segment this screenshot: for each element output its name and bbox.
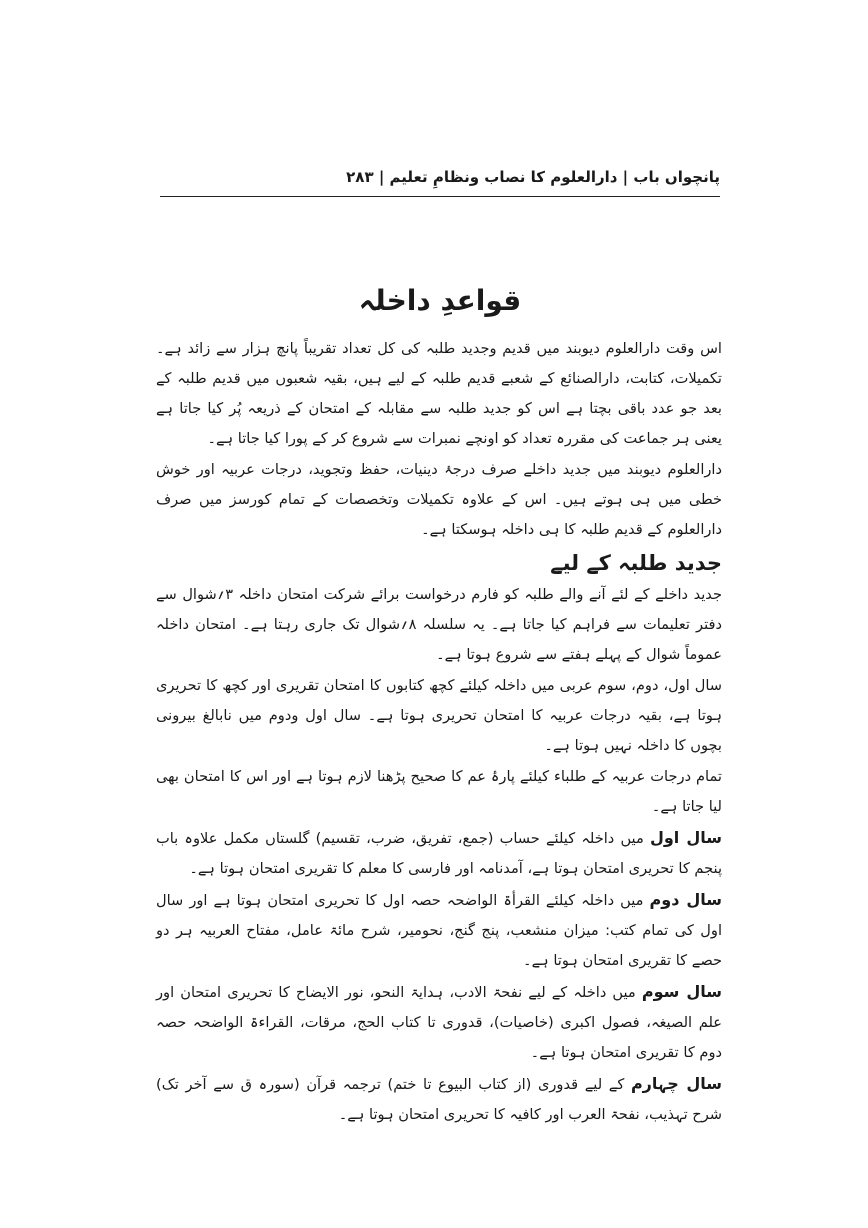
class-lead: سال سوم: [641, 982, 722, 1001]
page-title: قواعدِ داخلہ: [358, 284, 522, 317]
section-heading: جدید طلبہ کے لیے: [550, 551, 722, 575]
class-requirement-fourth-year: [156, 1069, 722, 1130]
class-text: میں داخلہ کیلئے القرأۃ الواضحہ حصہ اول کا تحریری امتحان ہوتا ہے اور سال اول کی تمام کتب: میزان منشعب، پنج گنج، نحومیر، شرح مائۃ عامل، مفتاح العربیہ ہر دو حصے کا تقریری امتحان ہوتا ہے۔: [156, 892, 722, 969]
paragraph: جدید داخلے کے لئے آنے والے طلبہ کو فارم درخواست برائے شرکت امتحان داخلہ ۳؍شوال سے دفتر تعلیمات سے فراہم کیا جاتا ہے۔ یہ سلسلہ ۸؍شوال تک جاری رہتا ہے۔ امتحان داخلہ عموماً شوال کے پہلے ہفتے سے شروع ہوتا ہے۔: [156, 586, 722, 663]
class-lead: سال اول: [649, 828, 722, 847]
class-lead: سال چہارم: [630, 1074, 723, 1093]
body-text: [156, 334, 722, 1154]
paragraph: تمام درجات عربیہ کے طلباء کیلئے پارۂ عم کا صحیح پڑھنا لازم ہوتا ہے اور اس کا امتحان بھی لیا جاتا ہے۔: [156, 768, 722, 815]
class-text: میں داخلہ کیلئے حساب (جمع، تفریق، ضرب، تقسیم) گلستاں مکمل علاوہ باب پنجم کا تحریری امتحان ہوتا ہے، آمدنامہ اور فارسی کا معلم کا تقریری امتحان ہوتا ہے۔: [156, 830, 722, 877]
class-requirement-third-year: [156, 977, 722, 1068]
paragraph: سال اول، دوم، سوم عربی میں داخلہ کیلئے کچھ کتابوں کا امتحان تقریری اور کچھ کا تحریری ہوتا ہے، بقیہ درجات عربیہ کا امتحان تحریری ہوتا ہے۔ سال اول ودوم میں نابالغ بیرونی بچوں کا داخلہ نہیں ہوتا ہے۔: [156, 677, 722, 754]
header-divider: [160, 196, 720, 197]
paragraph: اس وقت دارالعلوم دیوبند میں قدیم وجدید طلبہ کی کل تعداد تقریباً پانچ ہزار سے زائد ہے۔ تکمیلات، کتابت، دارالصنائع کے شعبے قدیم طلبہ کے لیے ہیں، بقیہ شعبوں میں قدیم طلبہ کے بعد جو عدد باقی بچتا ہے اس کو جدید طلبہ سے مقابلہ کے امتحان کے ذریعہ پُر کیا جاتا ہے یعنی ہر جماعت کی مقررہ تعداد کو اونچے نمبرات سے شروع کر کے پورا کیا جاتا ہے۔: [156, 340, 722, 447]
class-text: میں داخلہ کے لیے نفحۃ الادب، ہدایۃ النحو، نور الایضاح کا تحریری امتحان اور علم الصیغہ، فصول اکبری (خاصیات)، قدوری تا کتاب الحج، مرقات، القراءۃ الواضحہ حصہ دوم کا تقریری امتحان ہوتا ہے۔: [156, 984, 722, 1061]
class-requirement-first-year: [156, 823, 722, 884]
class-text: کے لیے قدوری (از کتاب البیوع تا ختم) ترجمہ قرآن (سورہ ق سے آخر تک) شرح تہذیب، نفحۃ العرب اور کافیہ کا تحریری امتحان ہوتا ہے۔: [156, 1076, 722, 1123]
class-lead: سال دوم: [649, 890, 723, 909]
running-header: پانچواں باب | دارالعلوم کا نصاب ونظامِ تعلیم | ۲۸۳: [346, 168, 720, 186]
paragraph: دارالعلوم دیوبند میں جدید داخلے صرف درجۂ دینیات، حفظ وتجوید، درجات عربیہ اور خوش خطی میں ہی ہوتے ہیں۔ اس کے علاوہ تکمیلات وتخصصات کے تمام کورسز میں صرف دارالعلوم کے قدیم طلبہ کا ہی داخلہ ہوسکتا ہے۔: [156, 461, 722, 538]
class-requirement-second-year: [156, 885, 722, 976]
